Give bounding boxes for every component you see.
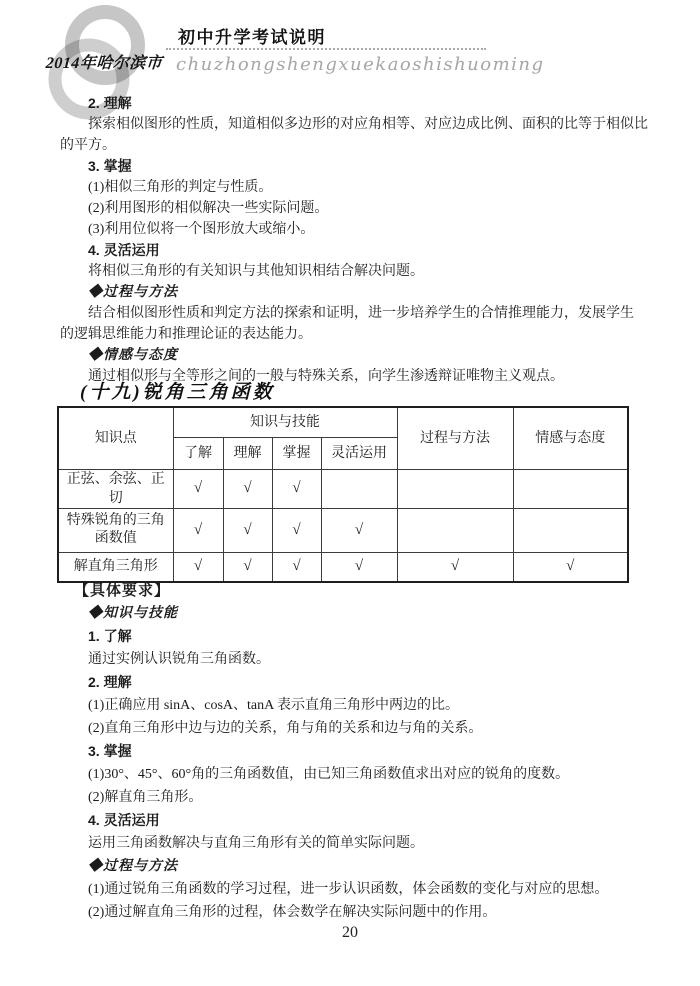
requirements-heading: 【具体要求】 xyxy=(74,582,171,599)
document-title-pinyin: chuzhongshengxuekaoshishuoming xyxy=(176,54,545,75)
check-cell: √ xyxy=(513,552,628,582)
table-row xyxy=(58,508,628,552)
doc-line: 的平方。 xyxy=(60,138,116,153)
doc-heading: 4. 灵活运用 xyxy=(88,812,160,828)
row-label: 解直角三角形 xyxy=(58,552,173,582)
check-cell: √ xyxy=(173,508,223,552)
doc-line: 探索相似图形的性质，知道相似多边形的对应角相等、对应边成比例、面积的比等于相似比 xyxy=(88,117,648,132)
requirements-table xyxy=(57,406,629,583)
col-header-process-method: 过程与方法 xyxy=(397,407,513,469)
doc-line: (2)通过解直角三角形的过程，体会数学在解决实际问题中的作用。 xyxy=(88,905,497,920)
doc-line: 通过相似形与全等形之间的一般与特殊关系，向学生渗透辩证唯物主义观点。 xyxy=(88,369,564,384)
trig-requirements-section xyxy=(60,579,650,924)
doc-heading: 2. 理解 xyxy=(88,95,132,111)
check-cell: √ xyxy=(321,552,397,582)
doc-line: (1)30°、45°、60°角的三角函数值，由已知三角函数值求出对应的锐角的度数。 xyxy=(88,767,570,782)
doc-line: (1)通过锐角三角函数的学习过程，进一步认识函数，体会函数的变化与对应的思想。 xyxy=(88,882,609,897)
col-header-emotion-attitude: 情感与态度 xyxy=(513,407,628,469)
doc-heading: 3. 掌握 xyxy=(88,158,132,174)
check-cell: √ xyxy=(173,552,223,582)
col-header-knowledge-point: 知识点 xyxy=(58,407,173,469)
check-cell: √ xyxy=(223,508,272,552)
check-cell: √ xyxy=(397,552,513,582)
doc-heading: 1. 了解 xyxy=(88,628,132,644)
check-cell xyxy=(513,508,628,552)
page-number: 20 xyxy=(342,924,358,941)
doc-line: 结合相似图形性质和判定方法的探索和证明，进一步培养学生的合情推理能力，发展学生 xyxy=(88,306,634,321)
edition-label: 2014年哈尔滨市 xyxy=(45,55,163,72)
section-heading-diamond: ◆情感与态度 xyxy=(88,348,178,363)
doc-line: (2)利用图形的相似解决一些实际问题。 xyxy=(88,201,329,216)
col-header-knowledge-skills: 知识与技能 xyxy=(173,407,397,437)
similar-figures-section xyxy=(60,93,650,387)
subcol-header-comprehend: 理解 xyxy=(223,437,272,469)
table-row xyxy=(58,469,628,508)
doc-line: (1)相似三角形的判定与性质。 xyxy=(88,180,273,195)
row-label: 特殊锐角的三角函数值 xyxy=(58,508,173,552)
check-cell: √ xyxy=(321,508,397,552)
doc-heading: 2. 理解 xyxy=(88,674,132,690)
check-cell: √ xyxy=(272,469,321,508)
section-title-trig-functions: (十九)锐角三角函数 xyxy=(80,382,275,403)
check-cell: √ xyxy=(272,552,321,582)
doc-heading: 3. 掌握 xyxy=(88,743,132,759)
check-cell: √ xyxy=(223,552,272,582)
doc-line: (2)解直角三角形。 xyxy=(88,790,203,805)
table-row xyxy=(58,552,628,582)
document-title: 初中升学考试说明 xyxy=(178,28,326,47)
check-cell xyxy=(397,469,513,508)
section-heading-diamond: ◆知识与技能 xyxy=(88,606,178,621)
doc-line: (2)直角三角形中边与边的关系，角与角的关系和边与角的关系。 xyxy=(88,721,483,736)
check-cell xyxy=(321,469,397,508)
section-heading-diamond: ◆过程与方法 xyxy=(88,859,178,874)
check-cell: √ xyxy=(173,469,223,508)
section-heading-diamond: ◆过程与方法 xyxy=(88,285,178,300)
doc-line: (1)正确应用 sinA、cosA、tanA 表示直角三角形中两边的比。 xyxy=(88,698,459,713)
check-cell xyxy=(513,469,628,508)
doc-line: 通过实例认识锐角三角函数。 xyxy=(88,652,270,667)
subcol-header-master: 掌握 xyxy=(272,437,321,469)
doc-heading: 4. 灵活运用 xyxy=(88,242,160,258)
check-cell: √ xyxy=(272,508,321,552)
header-dotted-divider xyxy=(166,48,486,50)
check-cell: √ xyxy=(223,469,272,508)
check-cell xyxy=(397,508,513,552)
row-label: 正弦、余弦、正切 xyxy=(58,469,173,508)
subcol-header-understand-basic: 了解 xyxy=(173,437,223,469)
doc-line: 运用三角函数解决与直角三角形有关的简单实际问题。 xyxy=(88,836,424,851)
doc-line: 将相似三角形的有关知识与其他知识相结合解决问题。 xyxy=(88,264,424,279)
doc-line: (3)利用位似将一个图形放大或缩小。 xyxy=(88,222,315,237)
doc-line: 的逻辑思维能力和推理论证的表达能力。 xyxy=(60,327,312,342)
subcol-header-flexible-use: 灵活运用 xyxy=(321,437,397,469)
